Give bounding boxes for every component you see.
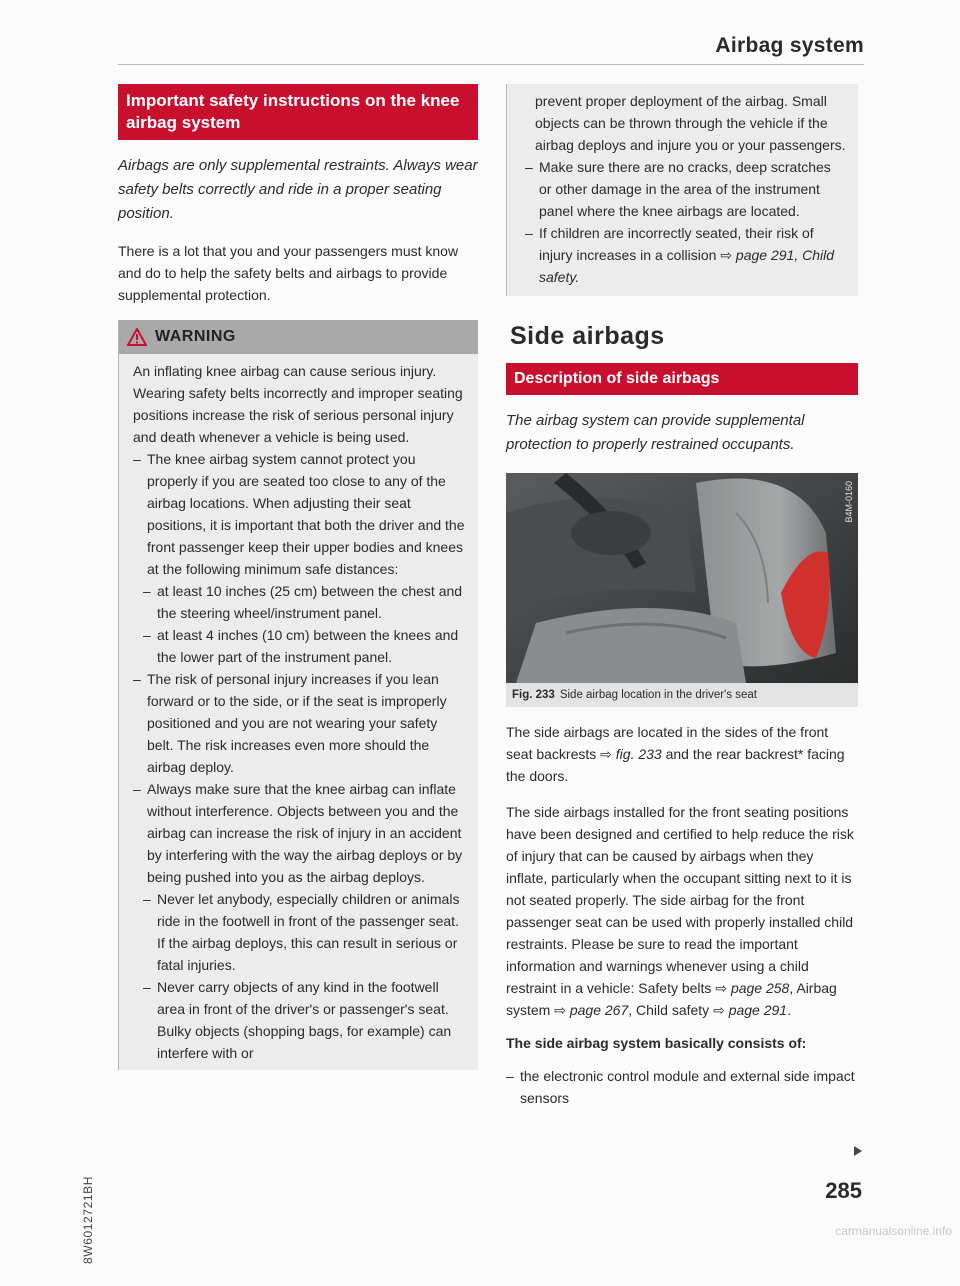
- page-reference-link[interactable]: ⇨ page 291, Child safety.: [539, 247, 835, 285]
- paragraph: [506, 721, 858, 787]
- list-item-text: If children are incorrectly seated, their risk of injury increases in a collision: [539, 225, 814, 263]
- list-item: – at least 4 inches (10 cm) between the knees and the lower part of the instrument panel.: [143, 624, 466, 668]
- continue-arrow-icon: [854, 1146, 862, 1156]
- figure-reference-link[interactable]: ⇨ fig. 233: [600, 746, 662, 762]
- warning-label: WARNING: [155, 328, 236, 345]
- document-code-text: 8W6012721BH: [81, 1176, 95, 1264]
- figure-code: B4M-0160: [844, 481, 854, 523]
- warning-box: [118, 320, 478, 1070]
- page-reference-link[interactable]: ⇨ page 291: [713, 1002, 788, 1018]
- list-item: – Make sure there are no cracks, deep scratches or other damage in the area of the instrument panel where the knee airbags are located.: [525, 156, 846, 222]
- list-item: – the electronic control module and external side impact sensors: [506, 1065, 858, 1109]
- list-item: – The knee airbag system cannot protect you properly if you are seated too close to any of the airbag locations. When adjusting their seat positions, it is important that both the driver and the front passenger keep their upper bodies and knees at the following minimum safe distances:: [133, 448, 466, 580]
- list-item: [525, 222, 846, 288]
- list-item: – Never let anybody, especially children or animals ride in the footwell in front of the passenger seat. If the airbag deploys, this can result in serious or fatal injuries.: [143, 888, 466, 976]
- list-item: – Never carry objects of any kind in the footwell area in front of the driver's or passenger's seat. Bulky objects (shopping bags, for example) can interfere with or: [143, 976, 466, 1064]
- right-column: [506, 84, 858, 1109]
- knee-airbag-heading: Important safety instructions on the knee airbag system: [118, 84, 478, 140]
- paragraph-text: , Airbag system: [506, 980, 837, 1018]
- warning-icon: [127, 328, 147, 346]
- header-rule: [118, 64, 864, 65]
- left-column: [118, 84, 478, 1070]
- paragraph-text: .: [787, 1002, 791, 1018]
- warning-text: An inflating knee airbag can cause serious injury. Wearing safety belts incorrectly and improper seating positions increase the risk of serious personal injury and death whenever a vehicle is being used.: [133, 363, 463, 445]
- description-heading: Description of side airbags: [506, 363, 858, 395]
- watermark: carmanualsonline.info: [835, 1224, 952, 1238]
- continued-text: prevent proper deployment of the airbag. Small objects can be thrown through the vehicle if the airbag deploys and injure you or your passengers.: [535, 93, 846, 153]
- side-airbags-heading: Side airbags: [510, 322, 665, 350]
- figure-caption-text: Side airbag location in the driver's seat: [559, 689, 757, 701]
- warning-body: [119, 354, 478, 1070]
- paragraph-text: , Child safety: [628, 1002, 714, 1018]
- page-reference-link[interactable]: ⇨ page 267: [554, 1002, 629, 1018]
- figure-number: Fig. 233: [512, 689, 555, 701]
- page-reference-link[interactable]: ⇨ page 258: [715, 980, 790, 996]
- lead-text: Airbags are only supplemental restraints. Always wear safety belts correctly and ride in a proper seating position.: [118, 157, 478, 222]
- side-airbag-lead: The airbag system can provide supplemental protection to properly restrained occupants.: [506, 412, 805, 453]
- paragraph-text: The side airbags are located in the sides of the front seat backrests: [506, 724, 829, 762]
- paragraph-text: The side airbags installed for the front seating positions have been designed and certified to help reduce the risk of injury that can be caused by airbags when they inflate, particularly when the occupant sitting next to it is not seated properly. The side airbag for the front passenger seat can be used with properly installed child restraints. Please be sure to read the important information and warnings whenever using a child restraint in a vehicle: Safety belts: [506, 804, 854, 996]
- side-airbag-figure: [506, 473, 858, 683]
- section-title: Airbag system: [715, 34, 864, 57]
- paragraph-text: and the rear backrest* facing the doors.: [506, 746, 845, 784]
- list-item: – Always make sure that the knee airbag can inflate without interference. Objects between you and the airbag can increase the risk of injury in an accident by interfering with the way the airbag deploys or by being pushed into you as the airbag deploys.: [133, 778, 466, 888]
- paragraph: [506, 801, 858, 1021]
- system-components-heading: The side airbag system basically consists of:: [506, 1035, 807, 1051]
- list-item: – at least 10 inches (25 cm) between the chest and the steering wheel/instrument panel.: [143, 580, 466, 624]
- warning-header: [119, 320, 478, 354]
- page-number: 285: [825, 1178, 862, 1203]
- list-item: – The risk of personal injury increases if you lean forward or to the side, or if the seat is improperly positioned and you are not wearing your safety belt. The risk increases even more should the airbag deploy.: [133, 668, 466, 778]
- warning-box-continued: [506, 84, 858, 296]
- intro-paragraph: There is a lot that you and your passengers must know and do to help the safety belts and airbags to provide supplemental protection.: [118, 243, 459, 303]
- document-code: [78, 1154, 98, 1286]
- figure-caption: [506, 683, 858, 707]
- seat-illustration: [506, 473, 858, 683]
